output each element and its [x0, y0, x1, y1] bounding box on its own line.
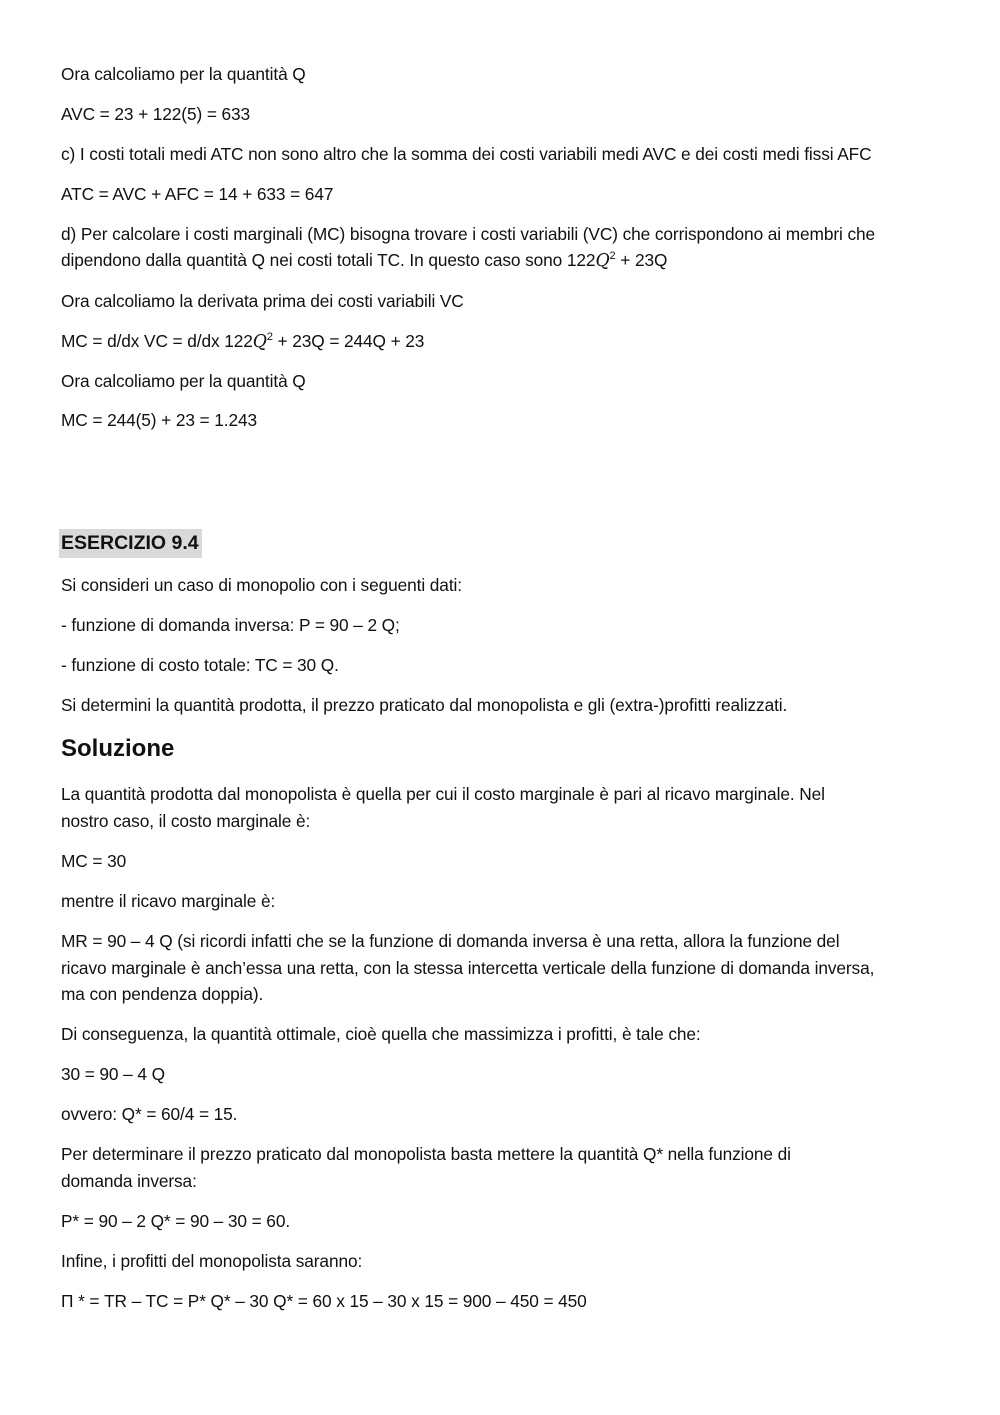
text-line: mentre il ricavo marginale è: [61, 891, 276, 911]
math-exponent: 2 [609, 250, 616, 262]
text-segment: + 23Q [615, 250, 668, 270]
formula-mc: MC = 30 [61, 851, 127, 871]
list-item: - funzione di costo totale: TC = 30 Q. [61, 655, 339, 675]
text-segment: + 23Q = 244Q + 23 [272, 331, 425, 351]
text-line: Si determini la quantità prodotta, il prezzo praticato dal monopolista e gli (extra-)profitti realizzati. [61, 695, 788, 715]
math-variable: Q [595, 251, 610, 271]
text-line: ma con pendenza doppia). [61, 984, 264, 1004]
text-line: La quantità prodotta dal monopolista è quella per cui il costo marginale è pari al ricavo marginale. Nel [61, 784, 825, 804]
formula-mc-derivative [61, 328, 951, 355]
math-variable: Q [252, 332, 267, 352]
math-exponent: 2 [266, 331, 273, 343]
text-line: Si consideri un caso di monopolio con i seguenti dati: [61, 575, 462, 595]
formula-equation: 30 = 90 – 4 Q [61, 1064, 165, 1084]
text-line: ricavo marginale è anch’essa una retta, con la stessa intercetta verticale della funzione di domanda inversa, [61, 958, 875, 978]
formula-avc: AVC = 23 + 122(5) = 633 [61, 104, 251, 124]
text-line: Per determinare il prezzo praticato dal monopolista basta mettere la quantità Q* nella funzione di [61, 1144, 791, 1164]
formula-q-star: ovvero: Q* = 60/4 = 15. [61, 1104, 238, 1124]
exercise-heading: ESERCIZIO 9.4 [59, 529, 202, 558]
text-segment: MC = d/dx VC = d/dx 122 [61, 331, 253, 351]
text-line: d) Per calcolare i costi marginali (MC) bisogna trovare i costi variabili (VC) che corrispondono ai membri che [61, 224, 876, 244]
text-line: nostro caso, il costo marginale è: [61, 811, 311, 831]
text-line: Di conseguenza, la quantità ottimale, cioè quella che massimizza i profitti, è tale che: [61, 1024, 701, 1044]
formula-mc-value: MC = 244(5) + 23 = 1.243 [61, 410, 257, 430]
text-line: domanda inversa: [61, 1171, 197, 1191]
text-line [61, 247, 951, 274]
text-line: Infine, i profitti del monopolista saranno: [61, 1251, 363, 1271]
text-segment: dipendono dalla quantità Q nei costi totali TC. In questo caso sono 122 [61, 250, 596, 270]
text-line: Ora calcoliamo per la quantità Q [61, 64, 306, 84]
text-line: MR = 90 – 4 Q (si ricordi infatti che se la funzione di domanda inversa è una retta, allora la funzione del [61, 931, 840, 951]
text-line: Ora calcoliamo per la quantità Q [61, 371, 306, 391]
formula-profit: Π * = TR – TC = P* Q* – 30 Q* = 60 x 15 – 30 x 15 = 900 – 450 = 450 [61, 1291, 587, 1311]
list-item: - funzione di domanda inversa: P = 90 – 2 Q; [61, 615, 400, 635]
formula-p-star: P* = 90 – 2 Q* = 90 – 30 = 60. [61, 1211, 291, 1231]
solution-heading: Soluzione [61, 735, 175, 762]
formula-atc: ATC = AVC + AFC = 14 + 633 = 647 [61, 184, 334, 204]
text-line: c) I costi totali medi ATC non sono altro che la somma dei costi variabili medi AVC e dei costi medi fissi AFC [61, 144, 872, 164]
text-line: Ora calcoliamo la derivata prima dei costi variabili VC [61, 291, 464, 311]
